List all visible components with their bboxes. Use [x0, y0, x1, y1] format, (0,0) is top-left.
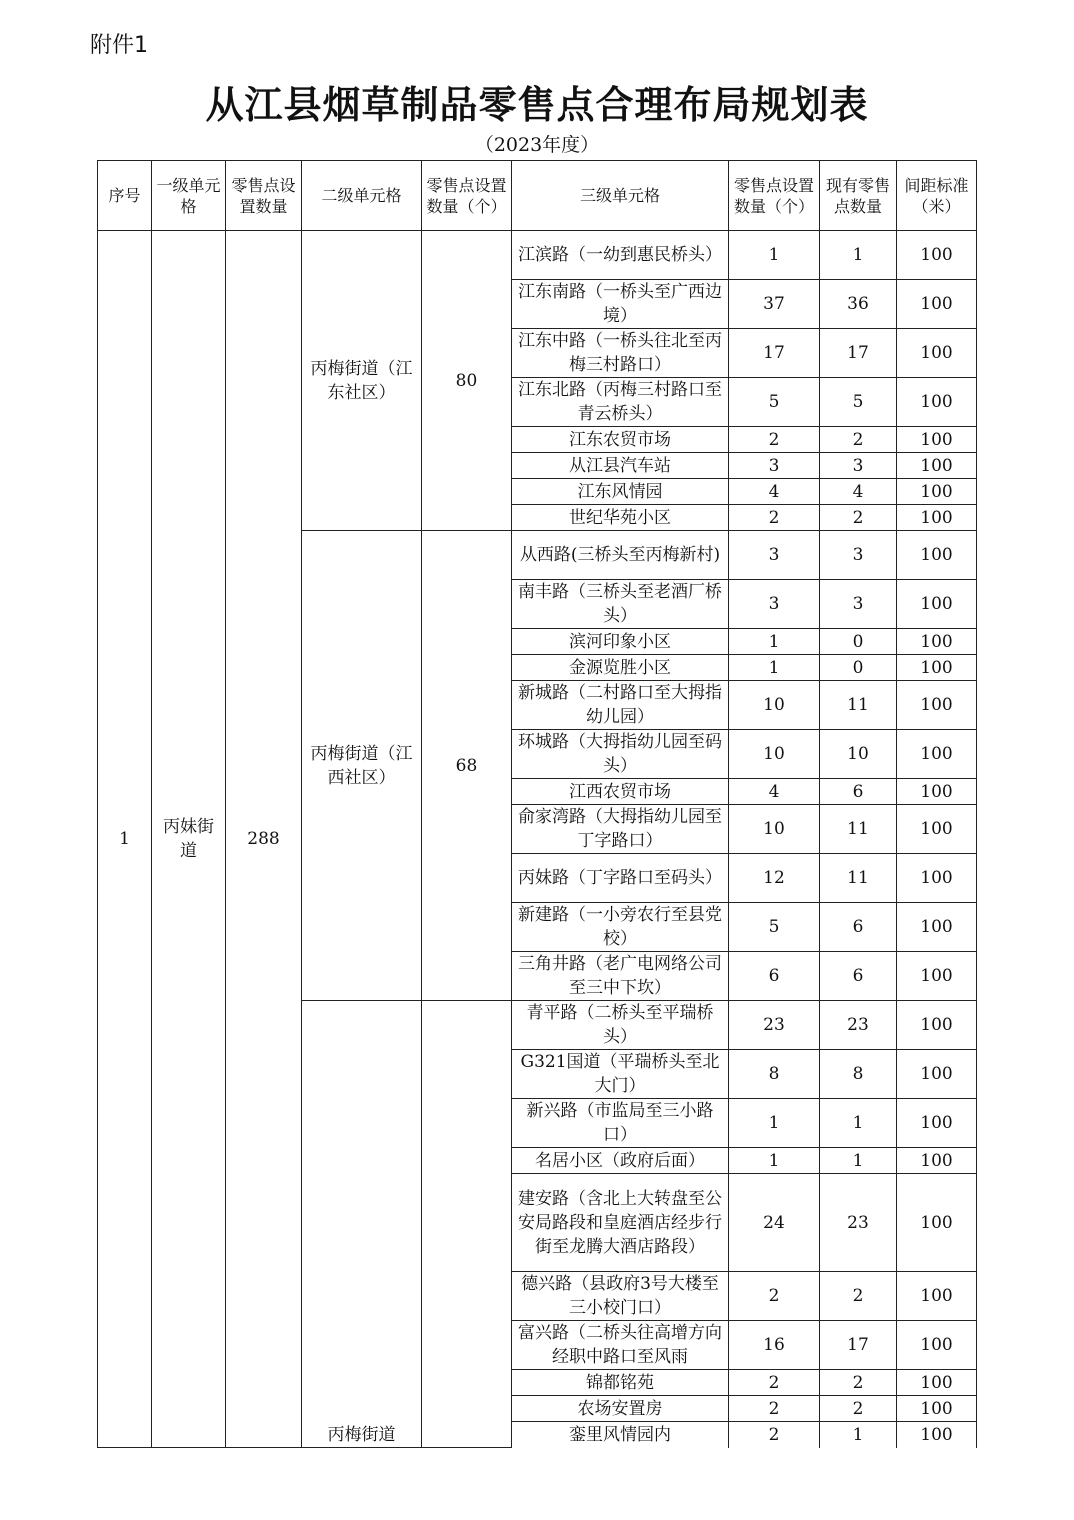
- header-seq: 序号: [98, 161, 152, 231]
- level3-set-count: 3: [729, 531, 820, 580]
- spacing-standard: 100: [897, 1370, 977, 1396]
- level2-name: 丙梅街道: [302, 1001, 422, 1448]
- existing-count: 4: [820, 479, 897, 505]
- level3-set-count: 8: [729, 1050, 820, 1099]
- existing-count: 6: [820, 952, 897, 1001]
- level3-set-count: 3: [729, 453, 820, 479]
- existing-count: 17: [820, 329, 897, 378]
- level3-name: G321国道（平瑞桥头至北大门）: [512, 1050, 729, 1099]
- spacing-standard: 100: [897, 629, 977, 655]
- existing-count: 3: [820, 453, 897, 479]
- existing-count: 17: [820, 1321, 897, 1370]
- level3-name: 青平路（二桥头至平瑞桥头）: [512, 1001, 729, 1050]
- level3-name: 江滨路（一幼到惠民桥头）: [512, 231, 729, 280]
- level3-set-count: 2: [729, 1370, 820, 1396]
- level3-set-count: 12: [729, 854, 820, 903]
- spacing-standard: 100: [897, 531, 977, 580]
- level3-set-count: 3: [729, 580, 820, 629]
- existing-count: 2: [820, 1396, 897, 1422]
- spacing-standard: 100: [897, 378, 977, 427]
- level1-name: 丙妹街道: [152, 231, 226, 1448]
- level3-set-count: 6: [729, 952, 820, 1001]
- existing-count: 3: [820, 580, 897, 629]
- level3-set-count: 1: [729, 1099, 820, 1148]
- level3-set-count: 2: [729, 505, 820, 531]
- level3-set-count: 2: [729, 427, 820, 453]
- existing-count: 6: [820, 903, 897, 952]
- level2-name: 丙梅街道（江西社区）: [302, 531, 422, 1001]
- page-subtitle: （2023年度）: [474, 134, 600, 156]
- spacing-standard: 100: [897, 1422, 977, 1448]
- spacing-standard: 100: [897, 1396, 977, 1422]
- existing-count: 2: [820, 1370, 897, 1396]
- level3-name: 三角井路（老广电网络公司至三中下坎）: [512, 952, 729, 1001]
- level3-name: 江东北路（丙梅三村路口至青云桥头）: [512, 378, 729, 427]
- spacing-standard: 100: [897, 1001, 977, 1050]
- level3-set-count: 2: [729, 1396, 820, 1422]
- header-level3: 三级单元格: [512, 161, 729, 231]
- spacing-standard: 100: [897, 1099, 977, 1148]
- header-spacing: 间距标准（米）: [897, 161, 977, 231]
- spacing-standard: 100: [897, 1174, 977, 1272]
- spacing-standard: 100: [897, 952, 977, 1001]
- level3-name: 德兴路（县政府3号大楼至三小校门口）: [512, 1272, 729, 1321]
- level3-set-count: 17: [729, 329, 820, 378]
- level3-name: 新建路（一小旁农行至县党校）: [512, 903, 729, 952]
- spacing-standard: 100: [897, 1321, 977, 1370]
- level3-name: 建安路（含北上大转盘至公安局路段和皇庭酒店经步行街至龙腾大酒店路段）: [512, 1174, 729, 1272]
- existing-count: 2: [820, 427, 897, 453]
- level3-set-count: 4: [729, 479, 820, 505]
- spacing-standard: 100: [897, 1272, 977, 1321]
- existing-count: 11: [820, 854, 897, 903]
- level3-set-count: 10: [729, 730, 820, 779]
- spacing-standard: 100: [897, 479, 977, 505]
- level3-name: 世纪华苑小区: [512, 505, 729, 531]
- spacing-standard: 100: [897, 505, 977, 531]
- level3-name: 农场安置房: [512, 1396, 729, 1422]
- existing-count: 2: [820, 505, 897, 531]
- level1-seq: 1: [98, 231, 152, 1448]
- level3-name: 新兴路（市监局至三小路口）: [512, 1099, 729, 1148]
- level3-set-count: 2: [729, 1422, 820, 1448]
- level3-set-count: 1: [729, 231, 820, 280]
- level3-name: 江东农贸市场: [512, 427, 729, 453]
- existing-count: 11: [820, 681, 897, 730]
- spacing-standard: 100: [897, 779, 977, 805]
- existing-count: 36: [820, 280, 897, 329]
- level3-set-count: 2: [729, 1272, 820, 1321]
- spacing-standard: 100: [897, 580, 977, 629]
- header-level2: 二级单元格: [302, 161, 422, 231]
- level3-set-count: 5: [729, 378, 820, 427]
- spacing-standard: 100: [897, 805, 977, 854]
- level3-name: 环城路（大拇指幼儿园至码头）: [512, 730, 729, 779]
- existing-count: 1: [820, 1099, 897, 1148]
- table-row: [98, 231, 977, 280]
- level3-name: 江东风情园: [512, 479, 729, 505]
- level3-set-count: 37: [729, 280, 820, 329]
- level3-name: 南丰路（三桥头至老酒厂桥头）: [512, 580, 729, 629]
- existing-count: 10: [820, 730, 897, 779]
- level3-name: 金源览胜小区: [512, 655, 729, 681]
- level3-set-count: 10: [729, 681, 820, 730]
- level3-name: 丙妹路（丁字路口至码头）: [512, 854, 729, 903]
- existing-count: 2: [820, 1272, 897, 1321]
- level3-set-count: 16: [729, 1321, 820, 1370]
- spacing-standard: 100: [897, 854, 977, 903]
- existing-count: 0: [820, 629, 897, 655]
- level3-name: 富兴路（二桥头往高增方向经职中路口至风雨: [512, 1321, 729, 1370]
- header-row: [98, 161, 977, 231]
- level3-set-count: 5: [729, 903, 820, 952]
- header-level1: 一级单元格: [152, 161, 226, 231]
- level3-name: 江东南路（一桥头至广西边境）: [512, 280, 729, 329]
- layout-plan-table: [97, 160, 977, 1448]
- spacing-standard: 100: [897, 231, 977, 280]
- level3-name: 名居小区（政府后面）: [512, 1148, 729, 1174]
- attachment-label: 附件1: [90, 33, 148, 58]
- level3-set-count: 1: [729, 629, 820, 655]
- header-existing: 现有零售点数量: [820, 161, 897, 231]
- level3-name: 从江县汽车站: [512, 453, 729, 479]
- level3-name: 江东中路（一桥头往北至丙梅三村路口）: [512, 329, 729, 378]
- existing-count: 1: [820, 231, 897, 280]
- level3-name: 从西路(三桥头至丙梅新村): [512, 531, 729, 580]
- header-level1-count: 零售点设置数量: [226, 161, 302, 231]
- level2-name: 丙梅街道（江东社区）: [302, 231, 422, 531]
- header-level2-count: 零售点设置数量（个）: [422, 161, 512, 231]
- level1-count: 288: [226, 231, 302, 1448]
- existing-count: 8: [820, 1050, 897, 1099]
- table-body: [98, 231, 977, 1448]
- level3-name: 锦都铭苑: [512, 1370, 729, 1396]
- level3-set-count: 4: [729, 779, 820, 805]
- spacing-standard: 100: [897, 280, 977, 329]
- spacing-standard: 100: [897, 903, 977, 952]
- level3-name: 俞家湾路（大拇指幼儿园至丁字路口）: [512, 805, 729, 854]
- spacing-standard: 100: [897, 1050, 977, 1099]
- header-level3-count: 零售点设置数量（个）: [729, 161, 820, 231]
- level3-name: 銮里风情园内: [512, 1422, 729, 1448]
- spacing-standard: 100: [897, 1148, 977, 1174]
- level3-set-count: 23: [729, 1001, 820, 1050]
- spacing-standard: 100: [897, 427, 977, 453]
- spacing-standard: 100: [897, 329, 977, 378]
- existing-count: 6: [820, 779, 897, 805]
- existing-count: 3: [820, 531, 897, 580]
- existing-count: 5: [820, 378, 897, 427]
- level3-set-count: 1: [729, 655, 820, 681]
- spacing-standard: 100: [897, 655, 977, 681]
- spacing-standard: 100: [897, 681, 977, 730]
- level2-count: 68: [422, 531, 512, 1001]
- level3-name: 新城路（二村路口至大拇指幼儿园）: [512, 681, 729, 730]
- existing-count: 11: [820, 805, 897, 854]
- level3-name: 滨河印象小区: [512, 629, 729, 655]
- level3-set-count: 24: [729, 1174, 820, 1272]
- existing-count: 23: [820, 1174, 897, 1272]
- existing-count: 1: [820, 1148, 897, 1174]
- level3-name: 江西农贸市场: [512, 779, 729, 805]
- level2-count: [422, 1001, 512, 1448]
- spacing-standard: 100: [897, 453, 977, 479]
- level3-set-count: 1: [729, 1148, 820, 1174]
- level3-set-count: 10: [729, 805, 820, 854]
- page-title: 从江县烟草制品零售点合理布局规划表: [205, 82, 869, 127]
- existing-count: 1: [820, 1422, 897, 1448]
- spacing-standard: 100: [897, 730, 977, 779]
- existing-count: 23: [820, 1001, 897, 1050]
- level2-count: 80: [422, 231, 512, 531]
- existing-count: 0: [820, 655, 897, 681]
